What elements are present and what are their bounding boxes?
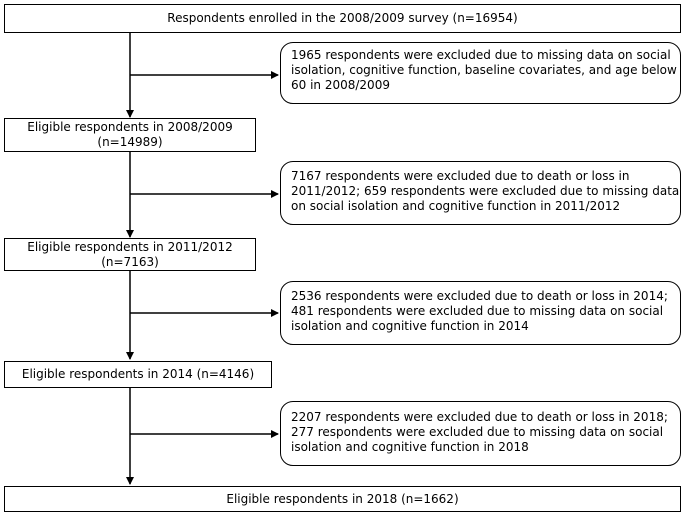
exclusion-4-line-2: 277 respondents were excluded due to missing data on social (291, 425, 664, 439)
stage-2008-2009-title: Eligible respondents in 2008/2009 (27, 120, 233, 134)
exclusion-2-line-1: 7167 respondents were excluded due to death or loss in (291, 169, 630, 183)
stage-box-enrolled (4, 4, 681, 33)
exclusion-1-line-1: 1965 respondents were excluded due to missing data on social (291, 48, 671, 62)
stage-2014-text: Eligible respondents in 2014 (n=4146) (21, 367, 255, 381)
stage-enrolled-text: Respondents enrolled in the 2008/2009 survey (n=16954) (167, 11, 518, 25)
stage-box-2008-2009 (4, 118, 256, 152)
exclusion-4-line-3: isolation and cognitive function in 2018 (291, 440, 529, 454)
exclusion-1-line-3: 60 in 2008/2009 (291, 78, 390, 92)
exclusion-box-2 (280, 161, 681, 225)
exclusion-2-line-2: 2011/2012; 659 respondents were excluded due to missing data (291, 184, 680, 198)
stage-2011-2012-title: Eligible respondents in 2011/2012 (27, 239, 233, 254)
stage-2008-2009-count: (n=14989) (97, 135, 163, 149)
exclusion-box-4 (280, 401, 681, 466)
stage-box-2014 (4, 361, 272, 388)
exclusion-2-line-3: on social isolation and cognitive function in 2011/2012 (291, 199, 621, 213)
stage-2018-text: Eligible respondents in 2018 (n=1662) (226, 491, 459, 506)
exclusion-3-line-2: 481 respondents were excluded due to missing data on social (291, 304, 664, 318)
stage-box-2018 (4, 486, 681, 512)
exclusion-box-3 (280, 281, 681, 345)
exclusion-3-line-1: 2536 respondents were excluded due to death or loss in 2014; (291, 289, 668, 303)
exclusion-box-1 (280, 42, 681, 104)
exclusion-4-line-1: 2207 respondents were excluded due to death or loss in 2018; (291, 410, 668, 424)
exclusion-1-line-2: isolation, cognitive function, baseline covariates, and age below (291, 63, 677, 77)
exclusion-3-line-3: isolation and cognitive function in 2014 (291, 319, 529, 333)
stage-2011-2012-count: (n=7163) (101, 254, 159, 269)
stage-box-2011-2012 (4, 238, 256, 271)
